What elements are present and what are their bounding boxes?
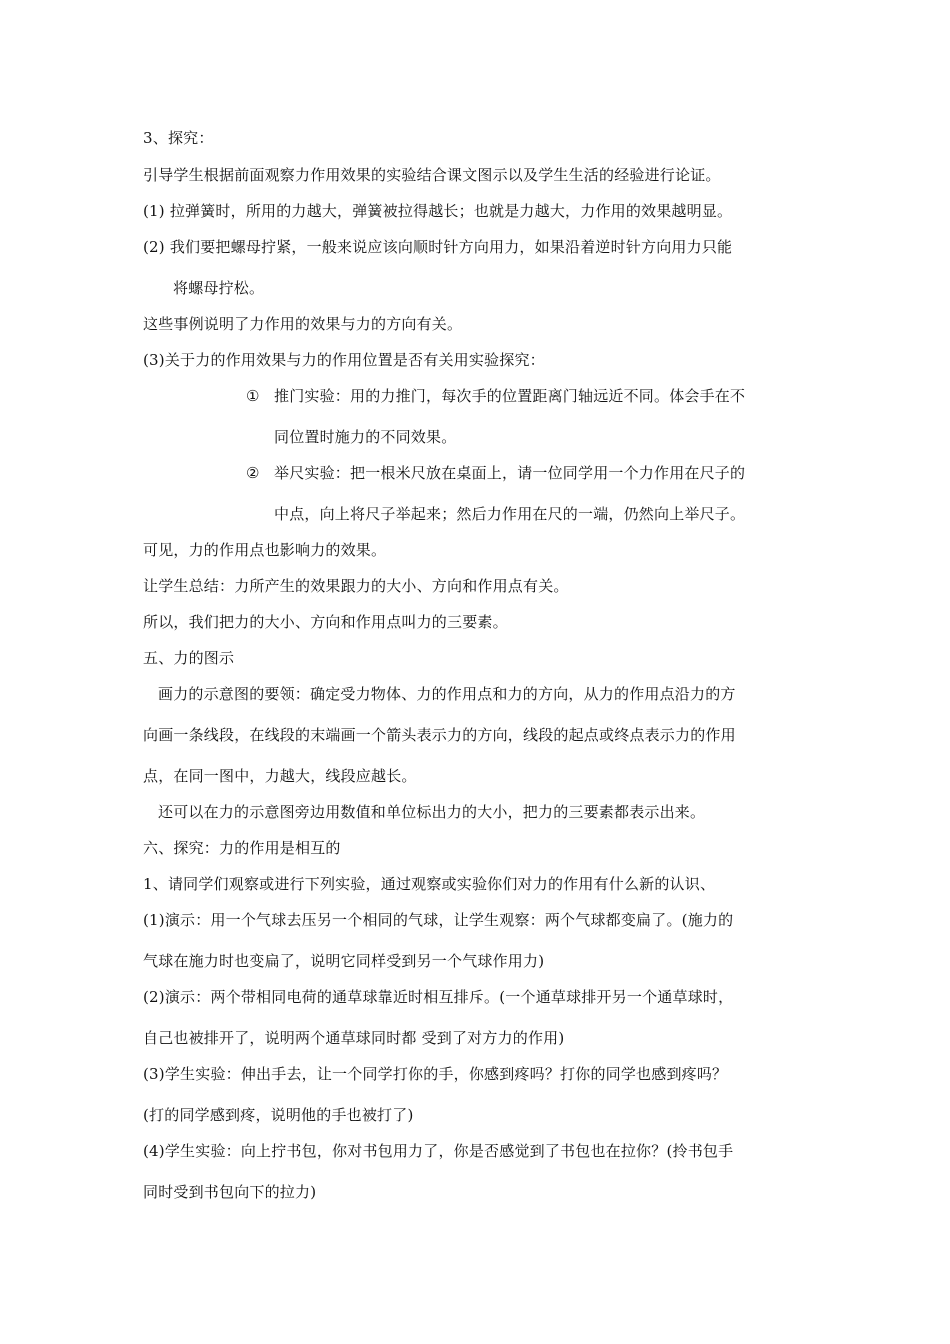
text-line: 还可以在力的示意图旁边用数值和单位标出力的大小，把力的三要素都表示出来。: [158, 803, 706, 821]
text-line: (打的同学感到疼，说明他的手也被打了): [143, 1106, 414, 1124]
list-marker: ①: [246, 387, 260, 405]
list-marker: ②: [246, 464, 260, 482]
text-line: (1) 拉弹簧时，所用的力越大，弹簧被拉得越长；也就是力越大，力作用的效果越明显。: [143, 202, 733, 220]
section-heading: 六、探究：力的作用是相互的: [143, 839, 341, 857]
text-line: (4)学生实验：向上拧书包，你对书包用力了，你是否感觉到了书包也在拉你？(拎书包手: [143, 1142, 734, 1160]
text-line: 同位置时施力的不同效果。: [274, 428, 457, 446]
text-line: 同时受到书包向下的拉力): [143, 1183, 317, 1201]
text-line: (1)演示：用一个气球去压另一个相同的气球，让学生观察：两个气球都变扁了。(施力的: [143, 911, 734, 929]
text-line: (3)关于力的作用效果与力的作用位置是否有关用实验探究：: [143, 351, 545, 369]
text-line: 画力的示意图的要领：确定受力物体、力的作用点和力的方向，从力的作用点沿力的方: [158, 685, 736, 703]
text-line: 这些事例说明了力作用的效果与力的方向有关。: [143, 315, 463, 333]
text-line: 举尺实验：把一根米尺放在桌面上，请一位同学用一个力作用在尺子的: [274, 464, 746, 482]
text-line: 气球在施力时也变扁了，说明它同样受到另一个气球作用力): [143, 952, 545, 970]
text-line: 3、探究：: [143, 129, 214, 147]
text-line: 自己也被排开了，说明两个通草球同时都 受到了对方力的作用): [143, 1029, 565, 1047]
text-line: 引导学生根据前面观察力作用效果的实验结合课文图示以及学生生活的经验进行论证。: [143, 166, 721, 184]
text-line: 所以，我们把力的大小、方向和作用点叫力的三要素。: [143, 613, 508, 631]
text-line: 可见，力的作用点也影响力的效果。: [143, 541, 387, 559]
text-line: 让学生总结：力所产生的效果跟力的大小、方向和作用点有关。: [143, 577, 569, 595]
section-heading: 五、力的图示: [143, 649, 235, 667]
text-line: 向画一条线段，在线段的末端画一个箭头表示力的方向，线段的起点或终点表示力的作用: [143, 726, 736, 744]
text-line: 1、请同学们观察或进行下列实验，通过观察或实验你们对力的作用有什么新的认识、: [143, 875, 716, 893]
text-line: 将螺母拧松。: [173, 279, 265, 297]
text-line: 中点，向上将尺子举起来；然后力作用在尺的一端，仍然向上举尺子。: [274, 505, 746, 523]
text-line: (2) 我们要把螺母拧紧，一般来说应该向顺时针方向用力，如果沿着逆时针方向用力只能: [143, 238, 733, 256]
text-line: 推门实验：用的力推门，每次手的位置距离门轴远近不同。体会手在不: [274, 387, 746, 405]
text-line: (3)学生实验：伸出手去，让一个同学打你的手，你感到疼吗？打你的同学也感到疼吗？: [143, 1065, 728, 1083]
text-line: (2)演示：两个带相同电荷的通草球靠近时相互排斥。(一个通草球排开另一个通草球时，: [143, 988, 734, 1006]
text-line: 点，在同一图中，力越大，线段应越长。: [143, 767, 417, 785]
